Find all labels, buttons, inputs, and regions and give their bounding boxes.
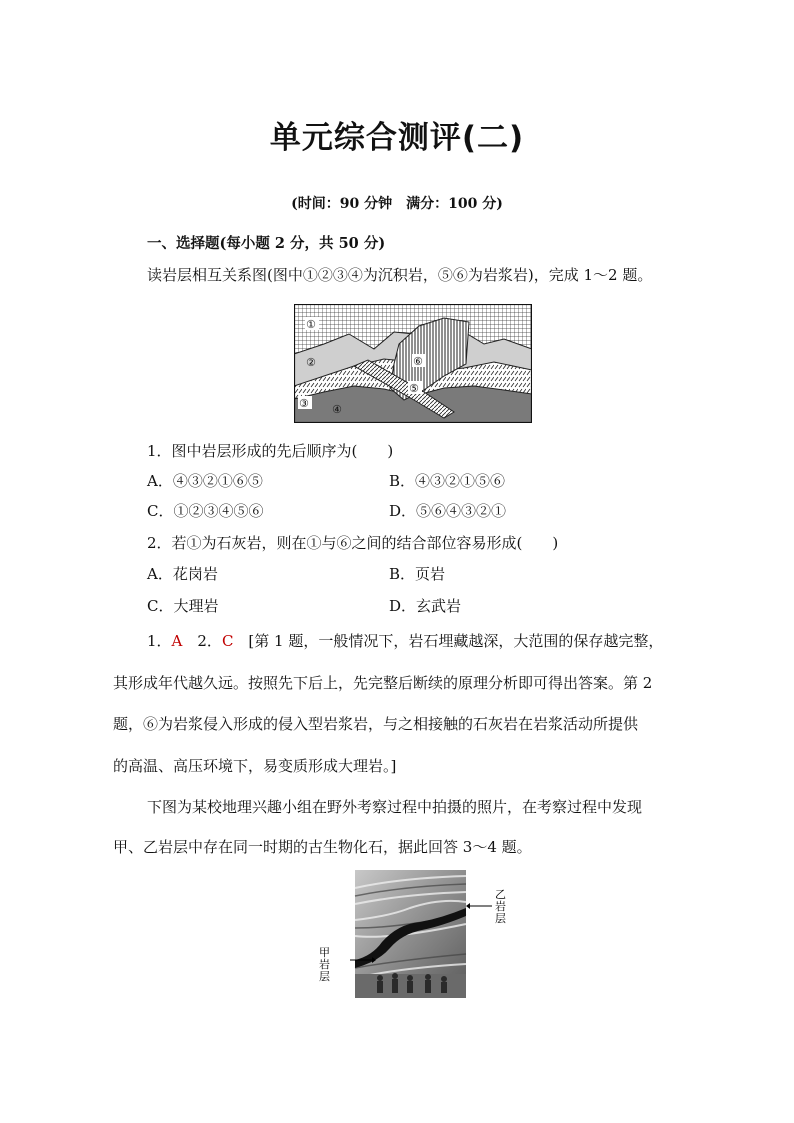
question-2-option-d: D．玄武岩	[389, 597, 462, 615]
question-2-option-c: C．大理岩	[147, 597, 219, 615]
label-5: ⑤	[409, 382, 419, 395]
question-2-stem: 2．若①为石灰岩，则在①与⑥之间的结合部位容易形成( )	[147, 534, 559, 552]
label-4: ④	[332, 403, 342, 416]
question-1-option-a: A．④③②①⑥⑤	[147, 472, 263, 490]
rock-layers-diagram	[294, 304, 532, 423]
answer-explanation-1: [第 1 题，一般情况下，岩石埋藏越深，大范围的保存越完整，	[233, 632, 664, 650]
label-6: ⑥	[413, 355, 423, 368]
label-yi-3: 层	[495, 912, 506, 925]
label-3: ③	[299, 397, 309, 410]
question-intro-2-line-1: 下图为某校地理兴趣小组在野外考察过程中拍摄的照片，在考察过程中发现	[147, 798, 643, 816]
question-2-option-a: A．花岗岩	[147, 565, 218, 583]
label-1: ①	[306, 318, 316, 331]
question-1-option-b: B．④③②①⑤⑥	[389, 472, 506, 490]
page-title: 单元综合测评(二)	[269, 120, 525, 156]
question-1-option-c: C．①②③④⑤⑥	[147, 502, 264, 520]
question-intro-2-line-2: 甲、乙岩层中存在同一时期的古生物化石，据此回答 3～4 题。	[113, 838, 532, 856]
question-intro: 读岩层相互关系图(图中①②③④为沉积岩，⑤⑥为岩浆岩)，完成 1～2 题。	[147, 266, 653, 284]
question-1-option-d: D．⑤⑥④③②①	[389, 502, 507, 520]
label-jia-2: 岩	[319, 958, 330, 971]
answer-line-1	[147, 630, 663, 651]
outcrop-photo	[310, 868, 520, 1000]
exam-meta: (时间：90 分钟 满分：100 分)	[291, 196, 503, 212]
label-jia-3: 层	[319, 970, 330, 983]
answer-line-2: 其形成年代越久远。按照先下后上，先完整后断续的原理分析即可得出答案。第 2	[113, 674, 653, 692]
answer-2: C	[221, 632, 234, 650]
answer-line-3: 题，⑥为岩浆侵入形成的侵入型岩浆岩，与之相接触的石灰岩在岩浆活动所提供	[113, 715, 639, 733]
label-2: ②	[306, 356, 316, 369]
section-heading: 一、选择题(每小题 2 分，共 50 分)	[147, 235, 386, 252]
answer-prefix: 1．	[147, 632, 172, 650]
question-1-stem: 1．图中岩层形成的先后顺序为( )	[147, 442, 394, 460]
label-yi-1: 乙	[495, 888, 506, 901]
question-2-option-b: B．页岩	[389, 565, 446, 583]
label-yi-2: 岩	[495, 900, 506, 913]
label-jia-1: 甲	[319, 946, 330, 959]
answer-1: A	[171, 632, 183, 650]
answer-line-4: 的高温、高压环境下，易变质形成大理岩。]	[113, 757, 397, 775]
answer-sep: 2．	[182, 632, 222, 650]
